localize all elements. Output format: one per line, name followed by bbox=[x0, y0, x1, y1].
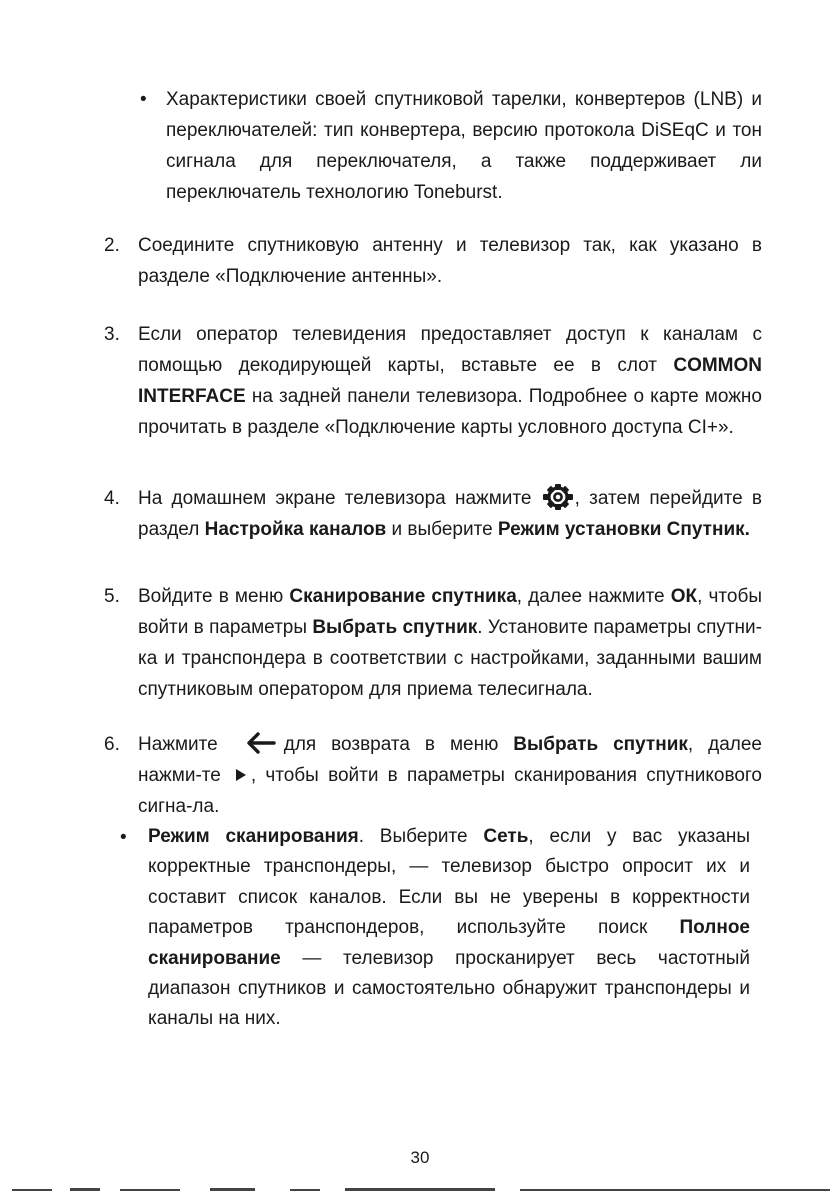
step2-text: Соедините спутниковую антенну и телевизор так, как указано в разделе «Подключение антенны». bbox=[138, 235, 762, 287]
step6-text bbox=[138, 729, 762, 822]
step-number: 2. bbox=[104, 235, 120, 256]
page-number: 30 bbox=[410, 1148, 430, 1167]
scan-edge-artifact bbox=[0, 1184, 840, 1192]
play-right-icon bbox=[235, 761, 247, 775]
channel-setup-label: Настройка каналов bbox=[204, 519, 387, 540]
step4-part: , затем перейдите в раздел bbox=[138, 488, 763, 540]
step3-part: Если оператор телевидения предоставляет доступ к каналам с помощью декодирующей карты, вставьте ее в слот bbox=[138, 324, 762, 376]
step6-part: , далее нажми-те bbox=[138, 734, 762, 786]
step5-part: , далее нажмите bbox=[516, 586, 671, 607]
step4-part: и выберите bbox=[386, 519, 498, 540]
scan-mode-label: Режим сканирования bbox=[148, 826, 359, 847]
step4-text bbox=[138, 483, 762, 545]
scan-part: — телевизор просканирует весь частотный диапазон спутников и самостоятельно обнаружит транспондеры и каналы на них. bbox=[148, 947, 750, 1030]
bullet-marker: • bbox=[120, 827, 127, 848]
select-satellite-label: Выбрать спутник bbox=[513, 734, 688, 755]
step5-part: . Установите параметры спутни-ка и транспондера в соответствии с настройками, заданными вашим спутниковым оператором для приема телесигнала. bbox=[138, 617, 762, 700]
network-label: Сеть bbox=[483, 826, 529, 847]
step5-text bbox=[138, 581, 762, 705]
step3-part: на задней панели телевизора. Подробнее о карте можно прочитать в разделе «Подключение карты условного доступа CI+». bbox=[138, 386, 762, 438]
ok-label: ОК bbox=[670, 586, 698, 607]
select-satellite-label: Выбрать спутник bbox=[312, 617, 478, 638]
step4-part: На домашнем экране телевизора нажмите bbox=[138, 488, 541, 509]
scan-part: , если у вас указаны корректные транспондеры, — телевизор быстро опросит их и составит список каналов. Если вы не уверены в корректности параметров транспондеров, используйте поиск bbox=[148, 826, 750, 939]
step6-part: для возврата в меню bbox=[283, 734, 514, 755]
satellite-mode-label: Режим установки Спутник. bbox=[497, 519, 750, 540]
common-interface-label: COMMON INTERFACE bbox=[138, 355, 762, 407]
step5-part: Войдите в меню bbox=[138, 586, 290, 607]
bullet-scan-mode bbox=[148, 822, 750, 1035]
full-scan-label: Полное сканирование bbox=[148, 917, 750, 969]
step-number: 5. bbox=[104, 586, 120, 607]
bullet-marker: • bbox=[140, 89, 147, 110]
step5-part: , чтобы войти в параметры bbox=[138, 586, 762, 638]
bullet-dish-characteristics: Характеристики своей спутниковой тарелки, конвертеров (LNB) и переключателей: тип конвертера, версию протокола DiSEqC и тон сигнала для переключателя, а также поддерживает ли переключатель технологию Toneburst. bbox=[166, 89, 762, 203]
step3-text bbox=[138, 319, 762, 443]
step6-part: , чтобы войти в параметры сканирования спутникового сигна-ла. bbox=[138, 765, 762, 817]
step-number: 6. bbox=[104, 734, 120, 755]
scan-part: . Выберите bbox=[358, 826, 484, 847]
gear-icon bbox=[541, 484, 575, 510]
step-number: 4. bbox=[104, 488, 120, 509]
step-number: 3. bbox=[104, 324, 120, 345]
step6-part: Нажмите bbox=[138, 734, 218, 755]
back-arrow-icon bbox=[246, 732, 276, 754]
satellite-scan-label: Сканирование спутника bbox=[289, 586, 517, 607]
